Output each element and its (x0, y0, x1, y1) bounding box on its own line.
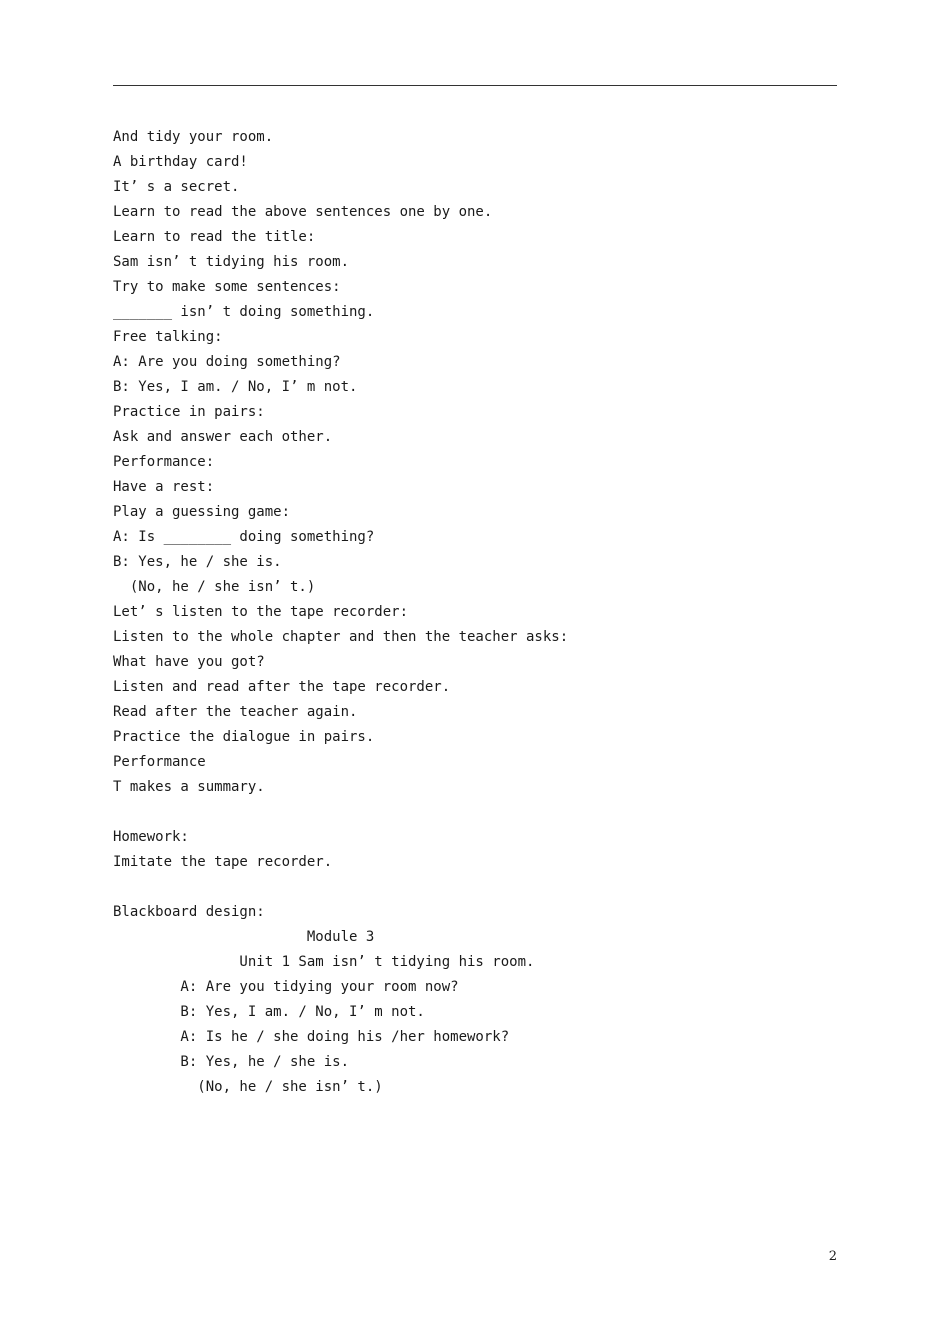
text-line: Learn to read the above sentences one by one. (113, 204, 493, 220)
text-line: A: Is ________ doing something? (113, 529, 375, 545)
text-line: And tidy your room. (113, 129, 274, 145)
text-line: Play a guessing game: (113, 504, 291, 520)
text-line: A: Are you doing something? (113, 354, 341, 370)
text-line: Free talking: (113, 329, 223, 345)
blackboard-line: B: Yes, he / she is. (113, 1054, 350, 1070)
text-line: Listen and read after the tape recorder. (113, 679, 451, 695)
text-line: B: Yes, I am. / No, I’ m not. (113, 379, 358, 395)
text-line: Read after the teacher again. (113, 704, 358, 720)
blackboard-unit-title: Unit 1 Sam isn’ t tidying his room. (113, 954, 535, 970)
blackboard-line: A: Are you tidying your room now? (113, 979, 459, 995)
text-line: Have a rest: (113, 479, 215, 495)
page-number: 2 (828, 1249, 837, 1264)
text-line: Performance (113, 754, 206, 770)
blank-line (113, 876, 837, 901)
text-line: Try to make some sentences: (113, 279, 341, 295)
text-line: B: Yes, he / she is. (113, 554, 282, 570)
text-line: Listen to the whole chapter and then the teacher asks: (113, 629, 569, 645)
blank-line (113, 801, 837, 826)
text-line: Practice the dialogue in pairs. (113, 729, 375, 745)
text-line: Sam isn’ t tidying his room. (113, 254, 350, 270)
text-line: What have you got? (113, 654, 265, 670)
blackboard-line: (No, he / she isn’ t.) (113, 1079, 383, 1095)
text-line: A birthday card! (113, 154, 248, 170)
text-line: Performance: (113, 454, 215, 470)
text-line: (No, he / she isn’ t.) (113, 579, 316, 595)
blackboard-line: B: Yes, I am. / No, I’ m not. (113, 1004, 425, 1020)
text-line: It’ s a secret. (113, 179, 240, 195)
section-heading-blackboard: Blackboard design: (113, 904, 265, 920)
text-line: Let’ s listen to the tape recorder: (113, 604, 409, 620)
text-line: _______ isn’ t doing something. (113, 304, 375, 320)
text-line: T makes a summary. (113, 779, 265, 795)
section-heading-homework: Homework: (113, 829, 189, 845)
header-rule (113, 85, 837, 86)
blackboard-module-title: Module 3 (113, 929, 375, 945)
text-line: Practice in pairs: (113, 404, 265, 420)
blackboard-line: A: Is he / she doing his /her homework? (113, 1029, 510, 1045)
text-line: Learn to read the title: (113, 229, 316, 245)
text-line: Ask and answer each other. (113, 429, 333, 445)
document-body (113, 126, 837, 1101)
text-line: Imitate the tape recorder. (113, 854, 333, 870)
